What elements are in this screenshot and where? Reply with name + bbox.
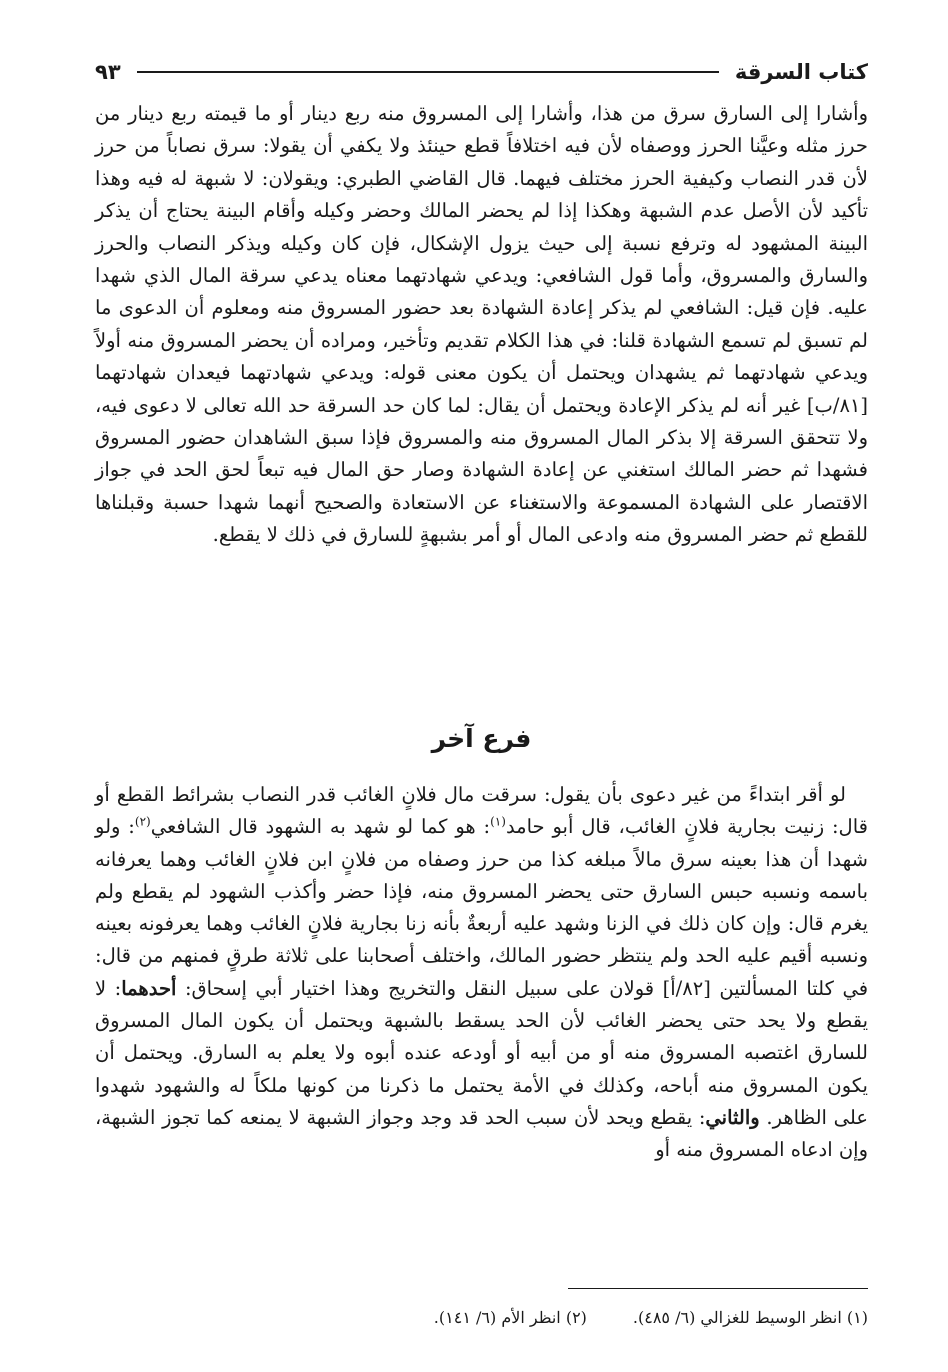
footnote-2: (٢) انظر الأم (٦/ ١٤١).: [433, 1308, 587, 1327]
page-number: ٩٣: [95, 60, 121, 84]
chapter-title: كتاب السرقة: [734, 60, 868, 84]
section-heading: فرع آخر: [431, 724, 532, 753]
text-segment: لو أقر ابتداءً من غير دعوى بأن يقول: سرقت مال فلانٍ الغائب قدر النصاب بشرائط القطع أو قال: زنيت بجارية فلانٍ الغائب، قال أبو حامد: [95, 783, 868, 839]
paragraph-text-2: [95, 779, 868, 1167]
text-segment: : هو كما لو شهد به الشهود قال الشافعي: [150, 815, 491, 839]
text-segment: : لا يقطع ولا يحد حتى يحضر الغائب لأن الحد يسقط بالشبهة ويحتمل أن يكون المال المسروق للسارق اغتصبه المسروق منه أو من أبيه أو أودعه عنده أبوه ولا يعلم به السارق. ويحتمل أن يكون المسروق منه أباحه، وكذلك في الأمة يحتمل ما ذكرنا من كونها ملكاً له والشهود شهدوا على الظاهر.: [95, 976, 868, 1129]
bold-term-second: والثاني: [705, 1105, 760, 1129]
footnote-1: (١) انظر الوسيط للغزالي (٦/ ٤٨٥).: [632, 1308, 868, 1327]
footnote-marker-2: (٢): [134, 814, 151, 829]
paragraph-text: وأشارا إلى السارق سرق من هذا، وأشارا إلى المسروق منه ربع دينار أو ما قيمته ربع دينار من حرز مثله وعيَّنا الحرز ووصفاه لأن فيه اختلافاً قطع حينئذ ولا يكفي أن يقولا: سرق نصاباً من حرز لأن قدر النصاب وكيفية الحرز مختلف فيهما. قال القاضي الطبري: ويقولان: لا شبهة له فيه وهذا تأكيد لأن الأصل عدم الشبهة وهكذا إذا لم يحضر المالك وحضر وكيله وأقام البينة يحتاج أن يذكر البينة المشهود له وترفع نسبة إلى حيث يزول الإشكال، فإن كان وكيله ويذكر النصاب والحرز والسارق والمسروق، وأما قول الشافعي: ويدعي شهادتهما معناه يدعي سرقة المال الذي شهدا عليه. فإن قيل: الشافعي لم يذكر إعادة الشهادة بعد حضور المسروق منه ومعلوم أن الدعوى ما لم تسبق لم تسمع الشهادة قلنا: في هذا الكلام تقديم وتأخير، ومراده أن يحضر المسروق منه أولاً ويدعي شهادتهما ثم يشهدان ويحتمل أن يكون معنى قوله: ويدعي شهادتهما فيعدان شهادتهما [٨١/ب] غير أنه لم يذكر الإعادة ويحتمل أن يقال: لما كان حد السرقة حد الله تعالى لا دعوى فيه، ولا تتحقق السرقة إلا بذكر المال المسروق منه والمسروق فإذا سبق الشاهدان حضور المسروق فشهدا ثم حضر المالك استغني عن إعادة الشهادة وصار حق المال فيه تبعاً لحق الحد في جواز الاقتصار على الشهادة المسموعة والاستغناء عن الاستعادة والصحيح أنهما شهدا حسبة وقبلناها للقطع ثم حضر المسروق منه وادعى المال أو أمر بشبهةٍ للسارق في ذلك لا يقطع.: [95, 102, 868, 547]
text-segment: : يقطع ويحد لأن سبب الحد قد وجد وجواز الشبهة لا يمنعه كما تجوز الشبهة، وإن ادعاه المسروق منه أو: [95, 1105, 868, 1162]
running-header: [95, 54, 868, 90]
header-rule: [137, 71, 719, 73]
body-paragraph-1: [95, 98, 868, 552]
footnotes: [95, 1308, 868, 1327]
footnote-marker-1: (١): [490, 814, 506, 829]
footnote-divider: [568, 1288, 868, 1289]
bold-term-first: أحدهما: [121, 976, 177, 1000]
text-segment: : ولو شهدا أن هذا بعينه سرق مالاً مبلغه كذا من حرز وصفاه من فلانٍ ابن فلانٍ الغائب وهما يعرفانه باسمه ونسبه حبس السارق حتى يحضر المسروق منه، فإذا حضر وأكذب الشهود لم يقطع ولم يغرم قال: وإن كان ذلك في الزنا وشهد عليه أربعةٌ بأنه زنا بجارية فلانٍ الغائب وهما يعرفونه بعينه ونسبه أقيم عليه الحد ولم ينتظر حضور المالك، واختلف أصحابنا على ثلاثة طرقٍ فمنهم من قال: في كلتا المسألتين [٨٢/أ] قولان على سبيل النقل والتخريج وهذا اختيار أبي إسحاق:: [95, 815, 869, 1000]
body-paragraph-2: [95, 779, 868, 1167]
